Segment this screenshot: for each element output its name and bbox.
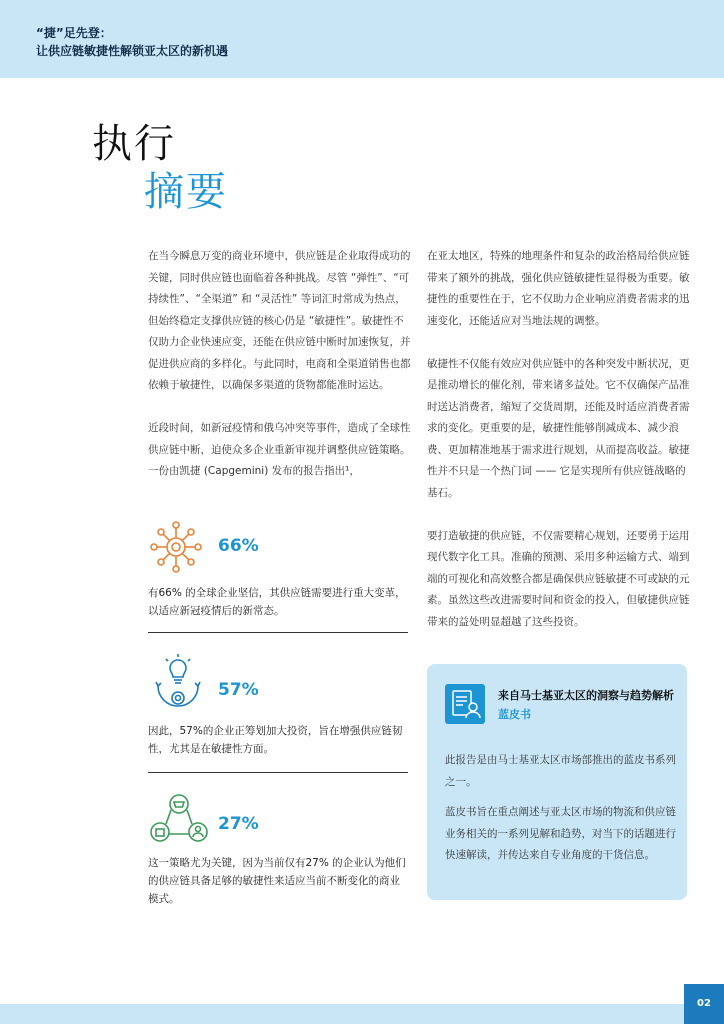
right-paragraph-1: 在亚太地区，特殊的地理条件和复杂的政治格局给供应链带来了额外的挑战，强化供应链敏捷性显得极为重要。敏捷性的重要性在于，它不仅助力企业响应消费者需求的迅速变化，还能适应对当地法规的调整。 — [427, 250, 690, 327]
bluebook-card — [427, 664, 687, 900]
right-column — [427, 246, 691, 655]
card-title — [498, 686, 678, 724]
header-title-line2: 让供应链敏捷性解锁亚太区的新机遇 — [36, 44, 229, 58]
page-title-line2: 摘要 — [144, 169, 228, 215]
left-paragraph-2: 近段时间，如新冠疫情和俄乌冲突等事件，造成了全球性供应链中断，迫使众多企业重新审视并调整供应链策略。一份由凯捷 (Capgemini) 发布的报告指出¹， — [148, 422, 411, 477]
card-paragraph-1: 此报告是由马士基亚太区市场部推出的蓝皮书系列之一。 — [445, 754, 676, 788]
right-paragraph-3: 要打造敏捷的供应链，不仅需要精心规划，还要勇于运用现代数字化工具。准确的预测、采用多种运输方式、端到端的可视化和高效整合都是确保供应链敏捷不可或缺的元素。虽然这些改进需要时间和资金的投入，但敏捷供应链带来的益处明显超越了这些投资。 — [427, 529, 690, 628]
header-title-line1: “捷”足先登： — [36, 26, 112, 40]
stat-value-3: 27% — [218, 814, 259, 834]
page-title-line1: 执行 — [92, 121, 176, 167]
footer-band — [0, 1004, 724, 1024]
card-title-highlight: 蓝皮书 — [498, 708, 531, 721]
stat-text-1: 有66% 的全球企业坚信，其供应链需要进行重大变革，以适应新冠疫情后的新常态。 — [148, 587, 406, 617]
left-column — [148, 246, 412, 504]
stat-text-3: 这一策略尤为关键，因为当前仅有27% 的企业认为他们的供应链具备足够的敏捷性来适应当前不断变化的商业模式。 — [148, 857, 406, 905]
gear-network-icon — [148, 516, 210, 578]
card-title-text: 来自马士基亚太区的洞察与趋势解析 — [498, 689, 674, 702]
divider-2 — [148, 772, 408, 773]
right-paragraph-2: 敏捷性不仅能有效应对供应链中的各种突发中断状况，更是推动增长的催化剂，带来诸多益处。它不仅确保产品准时送达消费者，缩短了交货周期，还能及时适应消费者需求的变化。更重要的是，敏捷性能够削减成本、减少浪费、更加精准地基于需求进行规划，从而提高收益。敏捷性并不只是一个热门词 —— 它是实现所有供应链战略的基石。 — [427, 357, 690, 499]
stat-text-2: 因此，57%的企业正筹划加大投资，旨在增强供应链韧性，尤其是在敏捷性方面。 — [148, 725, 403, 755]
divider-1 — [148, 632, 408, 633]
document-person-icon — [445, 684, 485, 724]
card-paragraph-2: 蓝皮书旨在重点阐述与亚太区市场的物流和供应链业务相关的一系列见解和趋势，对当下的话题进行快速解读，并传达来自专业角度的干货信息。 — [445, 806, 676, 861]
lightbulb-gear-icon — [148, 652, 210, 714]
left-paragraph-1: 在当今瞬息万变的商业环境中，供应链是企业取得成功的关键，同时供应链也面临着各种挑战。尽管 “弹性”、“可持续性”、“全渠道” 和 “灵活性” 等词汇时常成为热点，但始终稳定支撑供应链的核心仍是 “敏捷性”。敏捷性不仅助力企业快速应变，还能在供应链中断时加速恢复，并促进供应商的多样化。与此同时，电商和全渠道销售也都依赖于敏捷性，以确保多渠道的货物都能准时运达。 — [148, 250, 411, 391]
supply-chain-icon — [148, 792, 210, 854]
page-number: 02 — [684, 984, 724, 1024]
stat-value-1: 66% — [218, 536, 259, 556]
stat-value-2: 57% — [218, 680, 259, 700]
